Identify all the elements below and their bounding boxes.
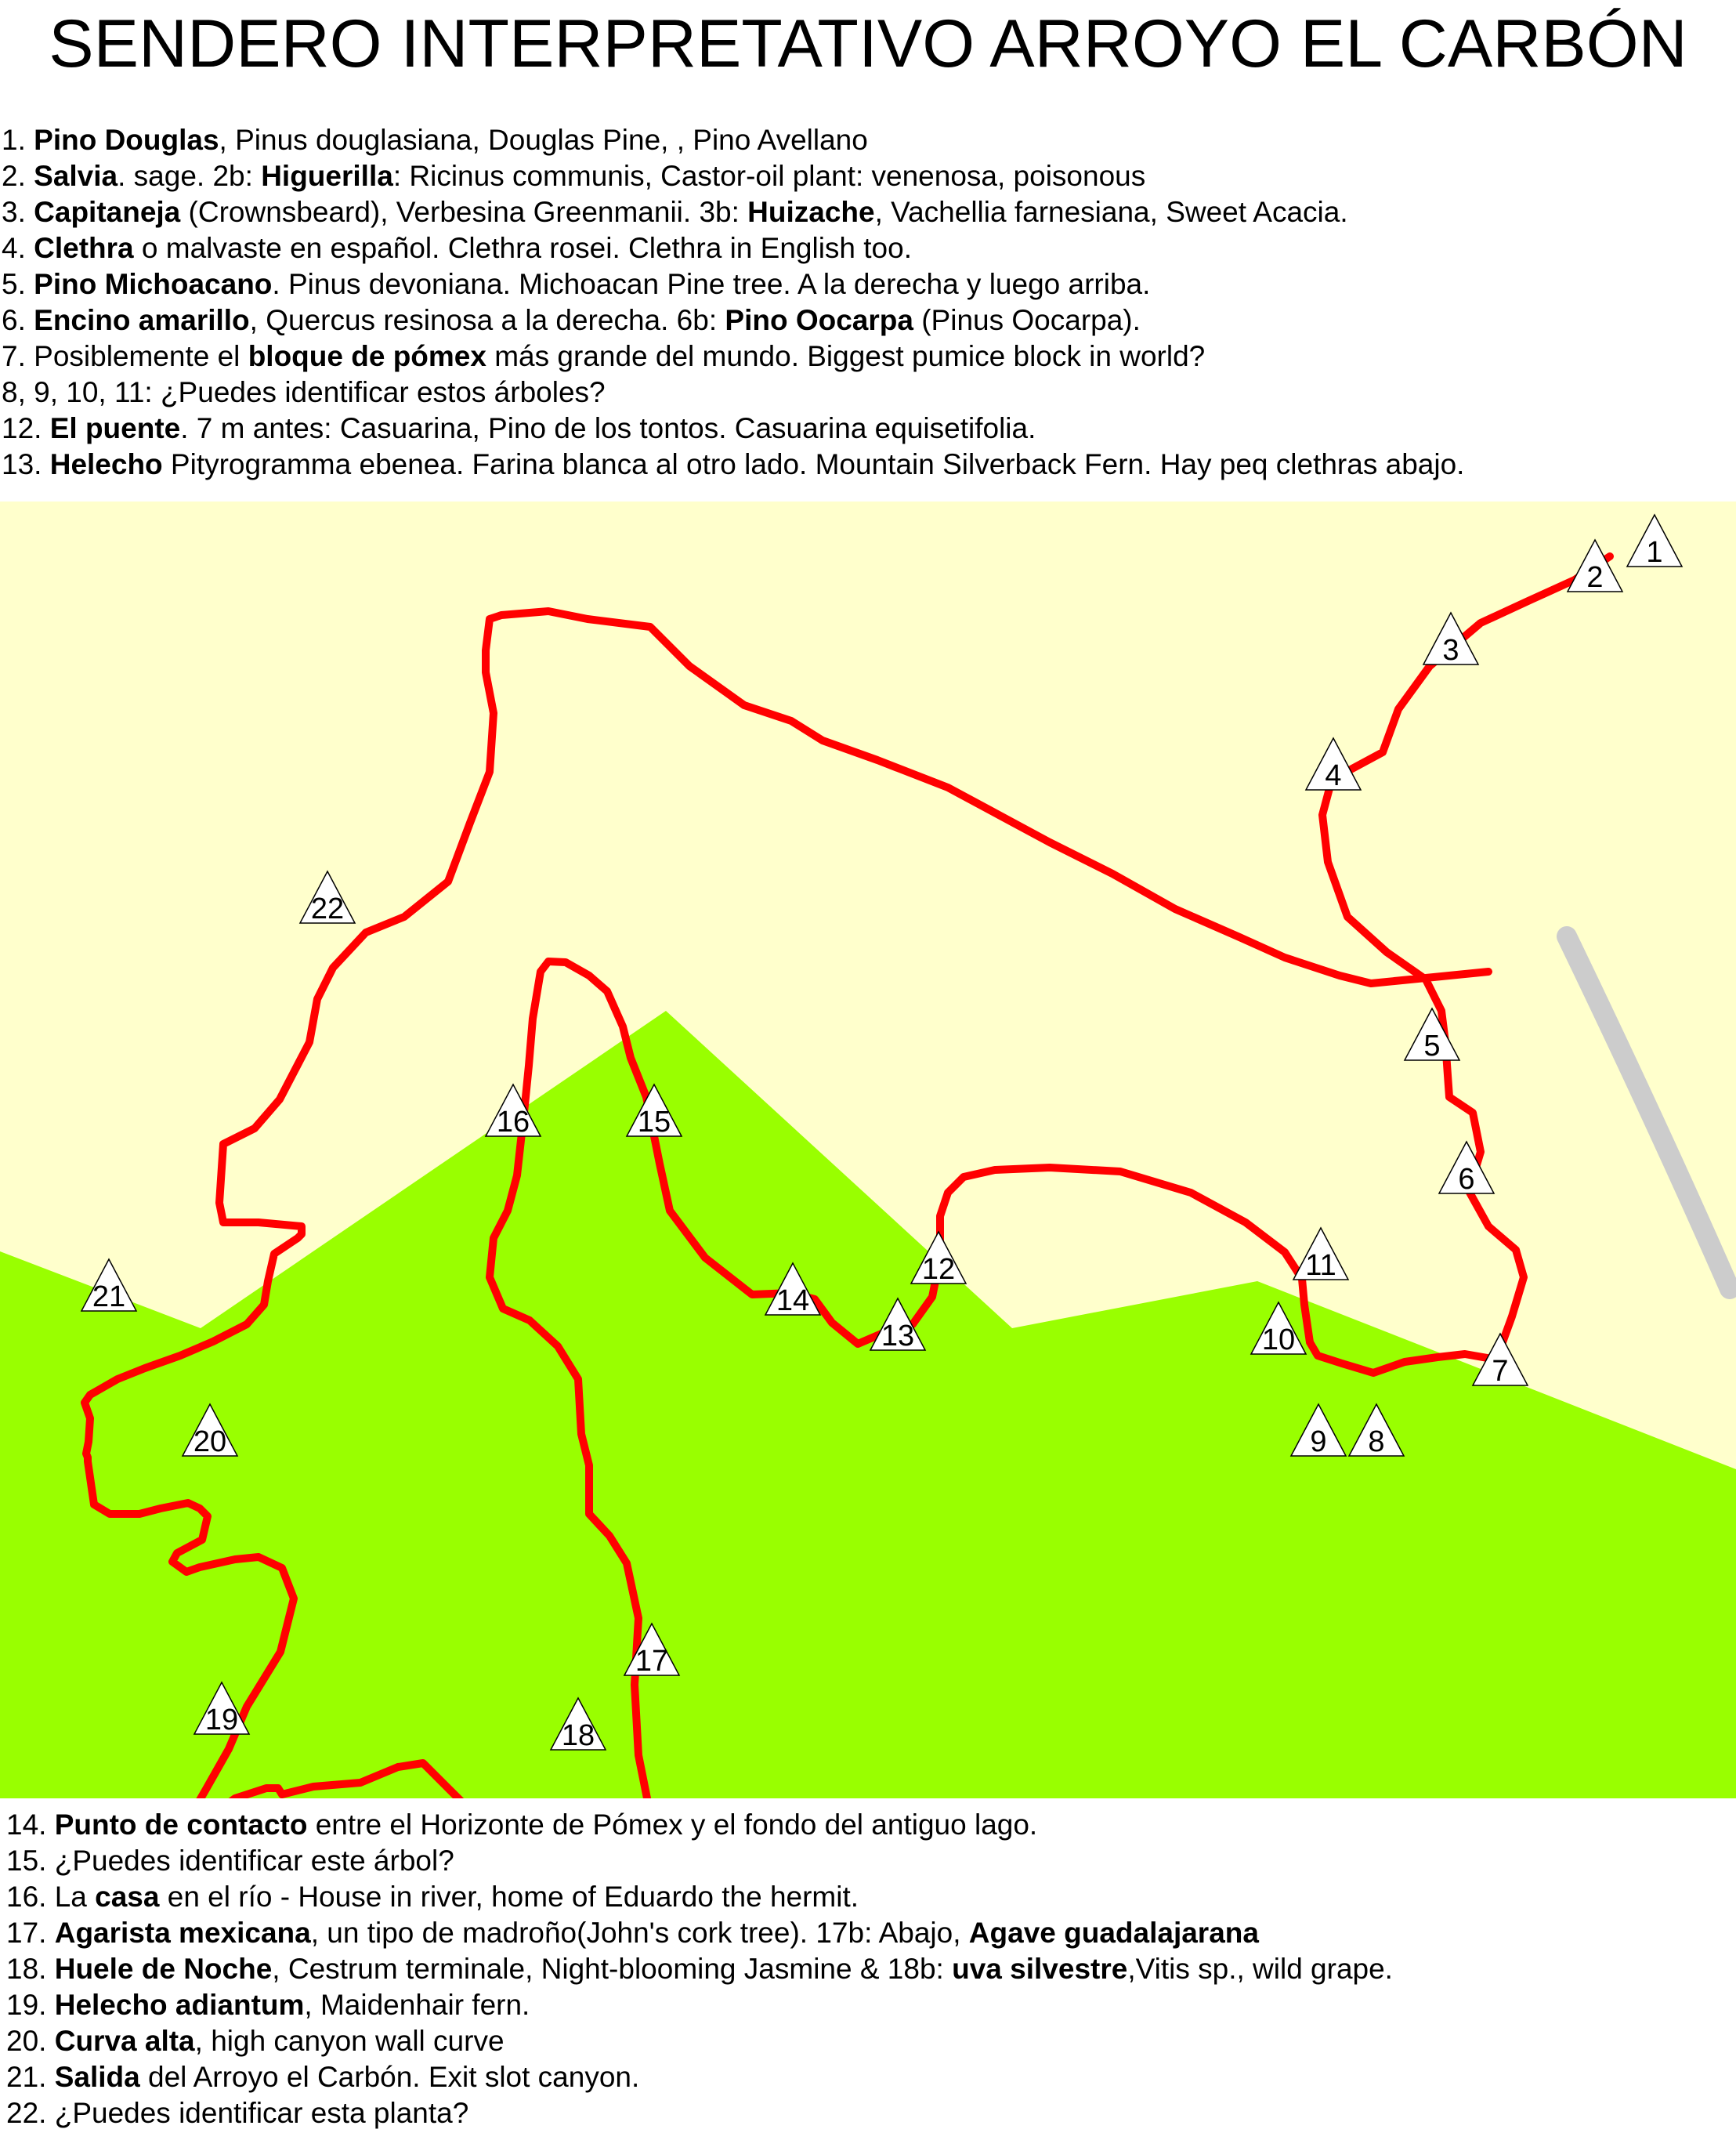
- legend-text: (Pinus Oocarpa).: [913, 304, 1141, 336]
- marker-label: 14: [776, 1284, 810, 1317]
- marker-label: 13: [881, 1320, 915, 1352]
- legend-top-item: [2, 375, 1464, 411]
- legend-bold-text: casa: [95, 1881, 160, 1913]
- legend-top-item: [2, 158, 1464, 194]
- legend-text: 22. ¿Puedes identificar esta planta?: [6, 2097, 469, 2129]
- legend-text: , un tipo de madroño(John's cork tree). 17b: Abajo,: [310, 1917, 969, 1949]
- legend-text: (Crownsbeard), Verbesina Greenmanii. 3b:: [180, 196, 748, 228]
- legend-bold-text: Huizache: [747, 196, 875, 228]
- legend-bold-text: Agarista mexicana: [54, 1917, 311, 1949]
- marker-label: 22: [310, 893, 345, 925]
- legend-top-item: [2, 122, 1464, 158]
- trail-map: [0, 502, 1736, 1798]
- legend-text: 4.: [2, 232, 34, 264]
- legend-bold-text: Curva alta: [54, 2025, 195, 2057]
- legend-text: , Quercus resinosa a la derecha. 6b:: [249, 304, 725, 336]
- legend-text: , Vachellia farnesiana, Sweet Acacia.: [874, 196, 1348, 228]
- legend-text: en el río - House in river, home of Eduardo the hermit.: [159, 1881, 859, 1913]
- legend-bold-text: Salvia: [34, 160, 118, 192]
- marker-label: 21: [92, 1280, 126, 1313]
- legend-text: entre el Horizonte de Pómex y el fondo del antiguo lago.: [307, 1809, 1038, 1841]
- legend-text: ,Vitis sp., wild grape.: [1127, 1953, 1393, 1985]
- legend-text: 18.: [6, 1953, 55, 1985]
- marker-label: 5: [1423, 1030, 1441, 1063]
- map-title: SENDERO INTERPRETATIVO ARROYO EL CARBÓN: [49, 6, 1687, 81]
- legend-top-item: [2, 411, 1464, 447]
- legend-text: , Maidenhair fern.: [304, 1989, 530, 2021]
- marker-label: 15: [637, 1106, 671, 1139]
- marker-label: 16: [496, 1106, 530, 1139]
- legend-text: 8, 9, 10, 11: ¿Puedes identificar estos árboles?: [2, 376, 606, 408]
- legend-bold-text: Pino Michoacano: [34, 268, 273, 300]
- marker-label: 1: [1646, 536, 1663, 569]
- legend-text: , high canyon wall curve: [194, 2025, 505, 2057]
- legend-top-item: [2, 266, 1464, 302]
- legend-text: 13.: [2, 448, 50, 480]
- legend-top: [2, 122, 1464, 483]
- legend-text: . Pinus devoniana. Michoacan Pine tree. A la derecha y luego arriba.: [272, 268, 1151, 300]
- legend-text: 16. La: [6, 1881, 96, 1913]
- legend-text: 12.: [2, 412, 50, 444]
- legend-text: , Pinus douglasiana, Douglas Pine, , Pino Avellano: [219, 124, 868, 156]
- marker-label: 11: [1305, 1249, 1336, 1282]
- legend-top-item: [2, 194, 1464, 230]
- legend-bold-text: uva silvestre: [952, 1953, 1128, 1985]
- legend-bold-text: Huele de Noche: [54, 1953, 273, 1985]
- legend-bold-text: Higuerilla: [261, 160, 393, 192]
- legend-bold-text: Pino Oocarpa: [725, 304, 913, 336]
- legend-bottom-item: [6, 1807, 1393, 1843]
- marker-label: 20: [193, 1425, 227, 1458]
- legend-bold-text: Helecho adiantum: [54, 1989, 305, 2021]
- legend-text: más grande del mundo. Biggest pumice block in world?: [486, 340, 1206, 372]
- marker-label: 3: [1442, 634, 1459, 667]
- legend-top-item: [2, 302, 1464, 339]
- legend-top-item: [2, 339, 1464, 375]
- legend-text: : Ricinus communis, Castor-oil plant: venenosa, poisonous: [392, 160, 1146, 192]
- legend-text: 3.: [2, 196, 34, 228]
- legend-bold-text: Helecho: [49, 448, 163, 480]
- legend-text: , Cestrum terminale, Night-blooming Jasmine & 18b:: [272, 1953, 953, 1985]
- marker-label: 18: [561, 1719, 595, 1752]
- legend-bold-text: Encino amarillo: [34, 304, 250, 336]
- legend-bottom-item: [6, 1915, 1393, 1951]
- legend-text: 20.: [6, 2025, 55, 2057]
- legend-text: Pityrogramma ebenea. Farina blanca al otro lado. Mountain Silverback Fern. Hay peq clethras abajo.: [162, 448, 1465, 480]
- legend-text: 7. Posiblemente el: [2, 340, 248, 372]
- legend-text: 5.: [2, 268, 34, 300]
- legend-bottom: [6, 1807, 1393, 2131]
- marker-label: 4: [1325, 759, 1342, 792]
- legend-bold-text: Capitaneja: [34, 196, 181, 228]
- marker-label: 7: [1492, 1355, 1509, 1388]
- legend-bold-text: Punto de contacto: [54, 1809, 308, 1841]
- legend-bold-text: Clethra: [34, 232, 134, 264]
- legend-text: 21.: [6, 2061, 55, 2093]
- legend-bold-text: El puente: [49, 412, 181, 444]
- legend-bottom-item: [6, 1843, 1393, 1879]
- legend-text: 6.: [2, 304, 34, 336]
- legend-text: 19.: [6, 1989, 55, 2021]
- legend-bottom-item: [6, 1987, 1393, 2023]
- legend-bold-text: bloque de pómex: [248, 340, 486, 372]
- legend-text: o malvaste en español. Clethra rosei. Clethra in English too.: [133, 232, 912, 264]
- legend-text: 1.: [2, 124, 34, 156]
- legend-text: 2.: [2, 160, 34, 192]
- legend-bold-text: Salida: [54, 2061, 140, 2093]
- marker-label: 10: [1261, 1323, 1296, 1356]
- legend-bold-text: Pino Douglas: [34, 124, 219, 156]
- legend-bold-text: Agave guadalajarana: [968, 1917, 1259, 1949]
- legend-text: 14.: [6, 1809, 55, 1841]
- legend-text: 17.: [6, 1917, 55, 1949]
- legend-bottom-item: [6, 2059, 1393, 2095]
- legend-text: . sage. 2b:: [118, 160, 262, 192]
- marker-label: 9: [1310, 1425, 1327, 1458]
- marker-label: 8: [1368, 1425, 1385, 1458]
- legend-bottom-item: [6, 2023, 1393, 2059]
- marker-label: 17: [635, 1645, 669, 1678]
- legend-text: del Arroyo el Carbón. Exit slot canyon.: [139, 2061, 640, 2093]
- legend-text: 15. ¿Puedes identificar este árbol?: [6, 1845, 454, 1877]
- legend-top-item: [2, 230, 1464, 266]
- legend-bottom-item: [6, 2095, 1393, 2131]
- legend-bottom-item: [6, 1879, 1393, 1915]
- legend-bottom-item: [6, 1951, 1393, 1987]
- marker-label: 12: [921, 1253, 956, 1286]
- marker-label: 6: [1458, 1163, 1475, 1196]
- legend-top-item: [2, 447, 1464, 483]
- marker-label: 2: [1586, 561, 1604, 594]
- marker-label: 19: [204, 1704, 239, 1736]
- legend-text: . 7 m antes: Casuarina, Pino de los tontos. Casuarina equisetifolia.: [180, 412, 1036, 444]
